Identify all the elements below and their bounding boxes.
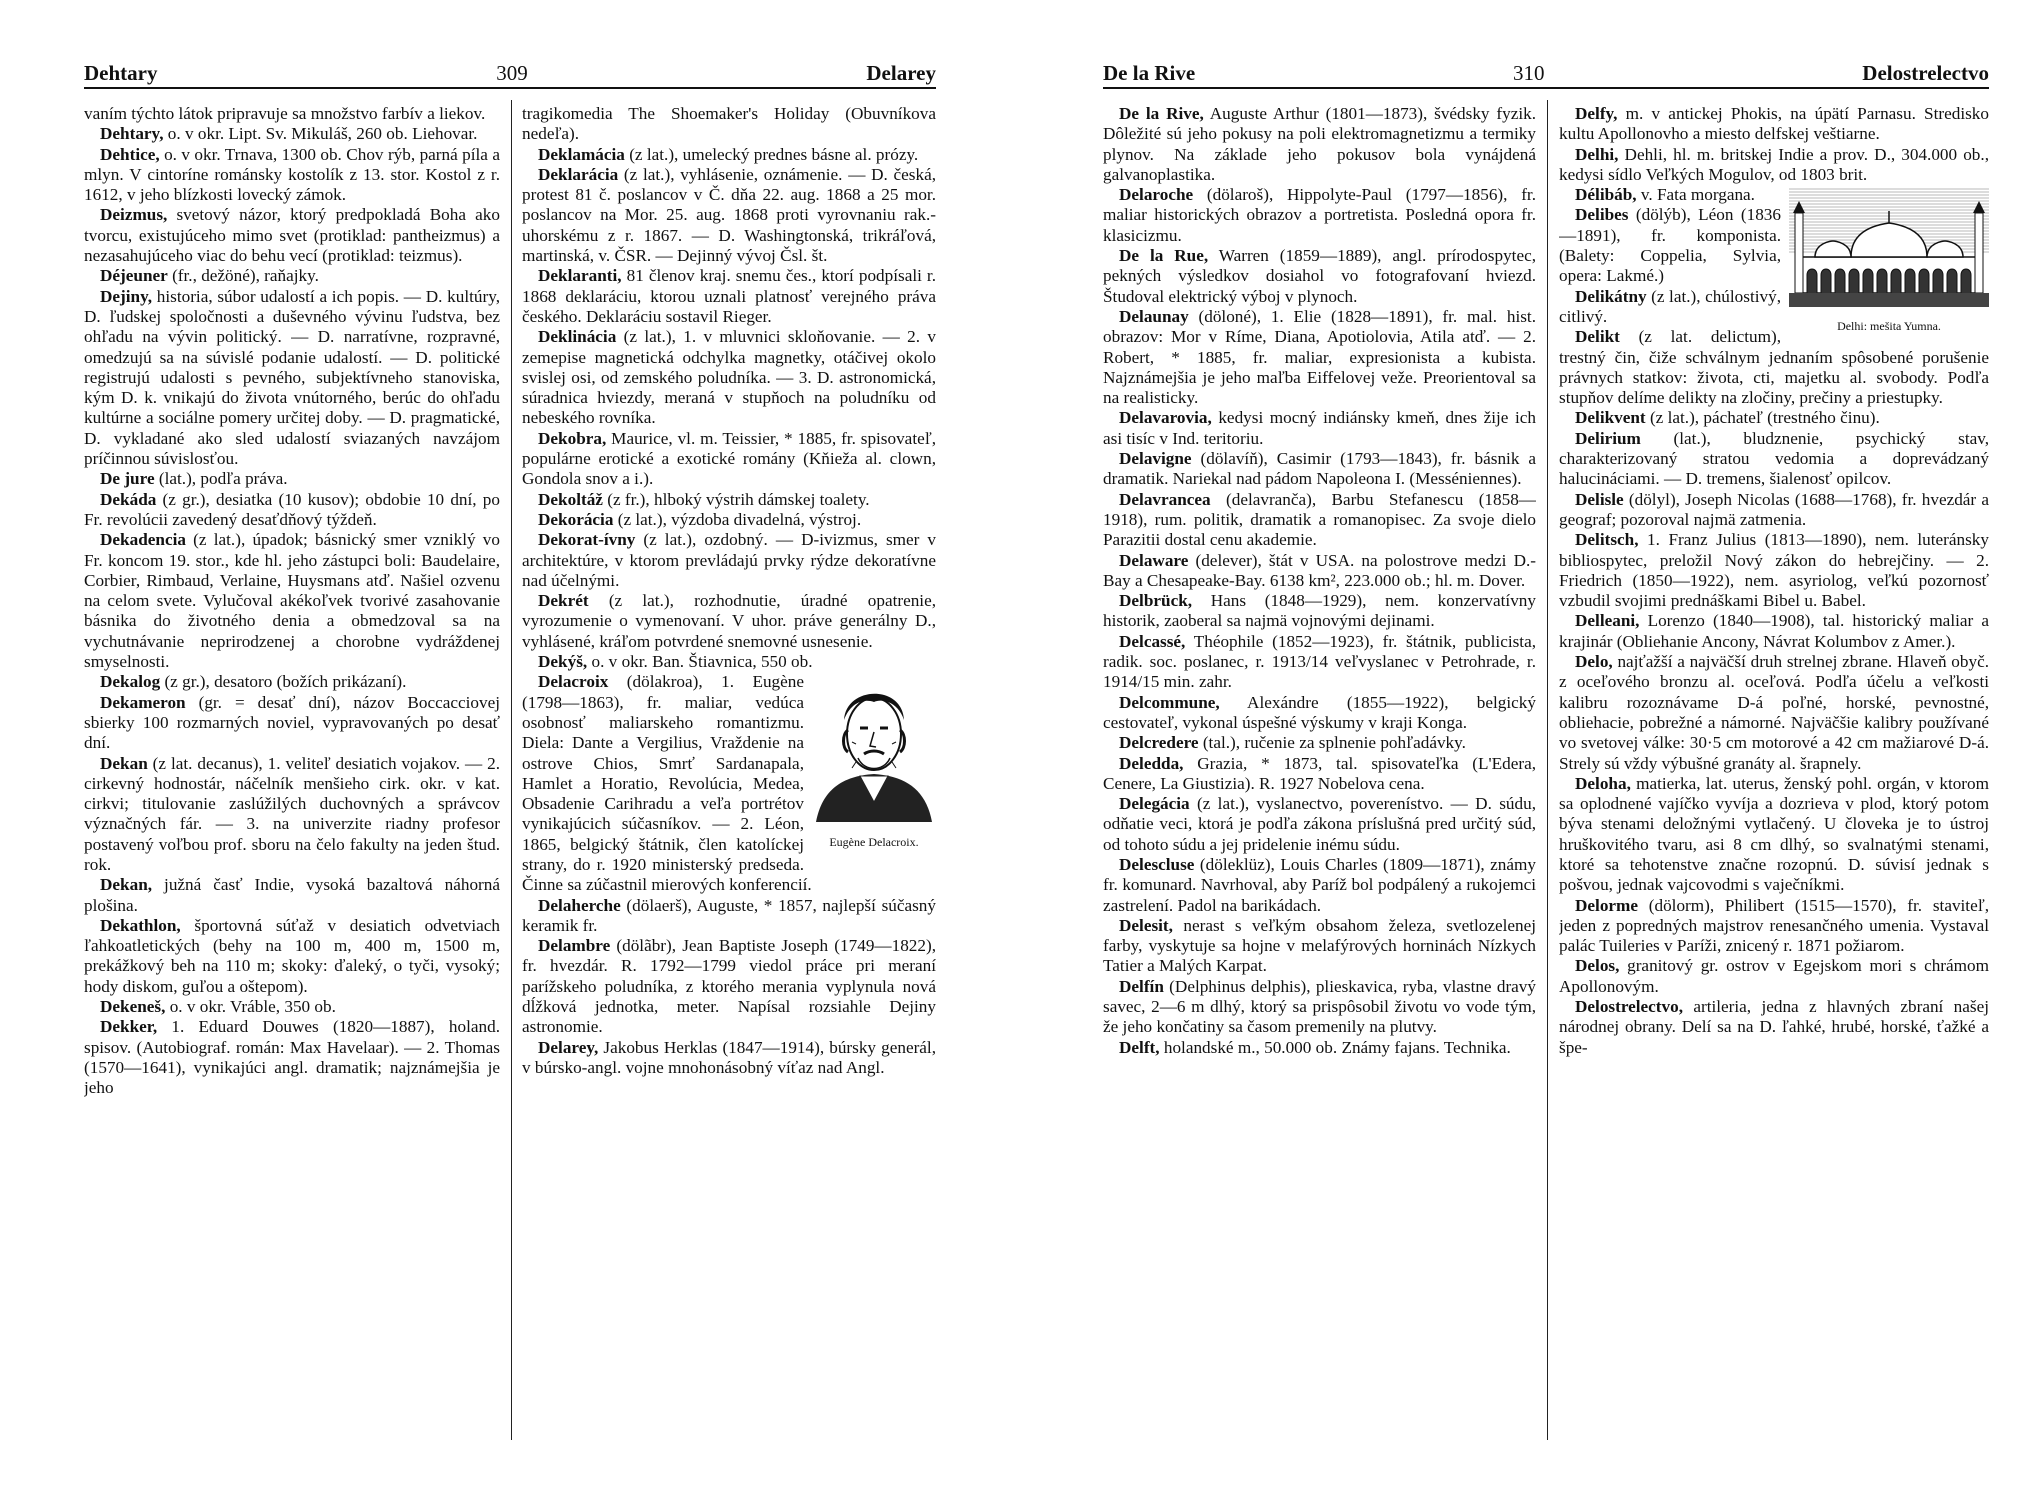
entry-headword: Dekalog <box>100 672 161 692</box>
entry-headword: Delitsch, <box>1575 530 1639 550</box>
entry-headword: Delcassé, <box>1119 631 1186 651</box>
entry <box>1559 530 1989 611</box>
entry <box>84 145 500 206</box>
entry-headword: Delarey, <box>538 1037 599 1057</box>
entry <box>84 490 500 531</box>
entry <box>1103 855 1536 916</box>
entry-text: 1. Eduard Douwes (1820—1887), holand. spisov. (Autobiograf. román: Max Havelaar). — 2. Thomas (1570—1641), vynikajúci angl. dramatik; najznámejšia je jeho <box>84 1017 500 1098</box>
entry-text: (dölaerš), Auguste, * 1857, najlepší súčasný keramik fr. <box>522 895 936 935</box>
entry-text: (döleklüz), Louis Charles (1809—1871), známy fr. komunard. Navrhoval, aby Paríž bol podpálený a rukojemci zastrelení. Padol na barikádach. <box>1103 854 1536 915</box>
entry-headword: Dehtary, <box>100 124 164 144</box>
figure-caption: Eugène Delacroix. <box>829 834 919 849</box>
entry <box>1559 956 1989 997</box>
entry-text: (tal.), ručenie za splnenie pohľadávky. <box>1198 733 1466 753</box>
entry <box>84 693 500 754</box>
entry-headword: Delisle <box>1575 489 1624 509</box>
left-page-number: 309 <box>496 61 528 85</box>
entry-text: holandské m., 50.000 ob. Známy fajans. Technika. <box>1159 1037 1511 1057</box>
entry-headword: De la Rive, <box>1119 104 1204 123</box>
entry-text: o. v okr. Vráble, 350 ob. <box>165 997 336 1017</box>
entry-text: (z fr.), hlboký výstrih dámskej toalety. <box>602 489 870 509</box>
entry-headword: Dekáda <box>100 489 157 509</box>
entry-text: Dehli, hl. m. britskej Indie a prov. D., 304.000 ob., kedysi sídlo Veľkých Mogulov, od 1803 brit. <box>1559 144 1989 184</box>
entry-headword: Delavarovia, <box>1119 408 1212 428</box>
entry <box>522 145 936 165</box>
entry <box>522 652 936 672</box>
entry-headword: Deloha, <box>1575 773 1631 793</box>
entry-headword: Dekobra, <box>538 428 607 448</box>
entry-headword: Dekker, <box>100 1017 158 1037</box>
entry-text: Maurice, vl. m. Teissier, * 1885, fr. spisovateľ, populárne erotické a exotické romány (Kňieža al. clown, Gondola snov a i.). <box>522 428 936 489</box>
left-column-divider <box>511 100 512 1440</box>
entry <box>522 896 936 937</box>
entry <box>1559 429 1989 490</box>
entry <box>1103 551 1536 592</box>
entry-text: kedysi mocný indiánsky kmeň, dnes žije ich asi tisíc v Ind. teritoriu. <box>1103 408 1536 448</box>
entry-headword: Delcredere <box>1119 733 1199 753</box>
entry <box>84 916 500 997</box>
entry-headword: Delesit, <box>1119 915 1173 935</box>
entry-headword: Delcommune, <box>1119 692 1220 712</box>
entry-text: (z lat.), 1. v mluvnici skloňovanie. — 2. v zemepise magnetická odchylka magnetky, otáčivej okolo svislej osi, od zemského poludníka. — 3. D. astronomická, súradnica hviezdy, meraná v stupňoch na poludníku od nebeského rovníka. <box>522 327 936 428</box>
entry-headword: Deledda, <box>1119 753 1184 773</box>
entry-text: (z lat.), výzdoba divadelná, výstroj. <box>613 509 862 529</box>
entry-headword: Delirium <box>1575 428 1641 448</box>
right-page-number: 310 <box>1512 61 1545 85</box>
entry-headword: Delos, <box>1575 956 1620 976</box>
entry <box>522 490 936 510</box>
entry-headword: Delbrück, <box>1119 591 1193 611</box>
entry-headword: Delavigne <box>1119 449 1192 469</box>
entry <box>84 1017 500 1098</box>
entry <box>84 875 500 916</box>
entry-headword: Delorme <box>1575 895 1638 915</box>
entry-headword: Deizmus, <box>100 205 168 225</box>
entry-text: (lat.), podľa práva. <box>154 469 288 489</box>
entry-text: v. Fata morgana. <box>1636 185 1755 205</box>
entry <box>1103 794 1536 855</box>
entry-text: (z lat.), vyslanectvo, poverenístvo. — D. súdu, odňatie veci, ktorá je podľa zákona príslušná pred určitý súd, od tohoto súdu a jej pridelenie inému súdu. <box>1103 794 1536 854</box>
entry-headword: Deklarácia <box>538 164 619 184</box>
entry <box>522 530 936 591</box>
entry-text: (lat.), bludznenie, psychický stav, charakterizovaný stratou vedomia a doprevádzaný halucináciami. — D. tremens, šialenosť opilcov. <box>1559 428 1989 489</box>
entry-text: matierka, lat. uterus, ženský pohl. orgán, v ktorom sa oplodnené vajíčko vyvíja a dozrieva v plod, ktorý potom býva stenami deložnými vytlačený. U človeka je to ústroj hruškovitého tvaru, asi 8 cm dlhý, so svalnatými stenami, ktoré sa tehotenstve značne rozopnú. D. súvisí jednak s pošvou, jednak vajcovodmi s vaječníkmi. <box>1559 773 1989 895</box>
entry-headword: Dekoltáž <box>538 489 603 509</box>
entry-text: (z lat.), vyhlásenie, oznámenie. — D. česká, protest 81 č. poslancov v Č. dňa 22. aug. 1868 a 25 mor. poslancov na Mor. 25. aug. 1868 proti vyrovnaniu rak.-uhorskému z r. 1867. — D. Washingtonská, trikráľová, martinská, v. ČSR. — Dejinný vývoj Čsl. št. <box>522 164 936 266</box>
entry-text: artileria, jedna z hlavných zbraní našej národnej obrany. Delí sa na D. ľahké, hrubé, horské, ťažké a špe- <box>1559 997 1989 1057</box>
entry <box>1103 307 1536 408</box>
entry-text: (z lat.), úpadok; básnický smer vzniklý vo Fr. koncom 19. stor., kde hl. jeho zástupci boli: Baudelaire, Corbier, Rimbaud, Verlaine, Huysmans atď. Našiel ozvenu na celom svete. Vylučoval akékoľvek tvorivé zasahovanie básnika do životného denia a obmedzoval sa na vychutnávanie neprirodzenej a chorobne vydráždenej smyselnosti. <box>84 530 500 672</box>
entry-headword: Delft, <box>1119 1037 1160 1057</box>
entry <box>522 266 936 327</box>
entry-text: 1. Franz Julius (1813—1890), nem. luteránsky bibliospytec, preložil Nový zákon do hebrejčiny. — 2. Friedrich (1850—1922), nem. asyriolog, veľkú pozornosť vzbudil svojimi prednáškami Bibel u. Babel. <box>1559 530 1989 611</box>
left-page-column-2 <box>522 104 936 1454</box>
entry-headword: Delaunay <box>1119 306 1189 326</box>
entry <box>1103 104 1536 185</box>
entry <box>522 165 936 266</box>
entry-text: (gr. = desať dní), názov Boccacciovej sbierky 100 rozmarných noviel, vypravovaných po desať dní. <box>84 692 500 753</box>
entry <box>1559 611 1989 652</box>
entry-headword: Delfín <box>1119 976 1164 996</box>
entry-text: (z lat.), ozdobný. — D-ivizmus, smer v architektúre, v ktorom prevládajú prvky rýdze dekoratívne nad účelnými. <box>522 530 936 590</box>
entry <box>84 672 500 692</box>
entry-headword: Dekrét <box>538 591 589 611</box>
right-column-divider <box>1547 100 1548 1440</box>
entry <box>84 104 500 124</box>
entry-headword: Dekýš, <box>538 652 588 672</box>
entry <box>84 287 500 470</box>
entry-text: (Delphinus delphis), plieskavica, ryba, vlastne dravý savec, 2—6 m dlhý, ktorý sa prispôsobil životu vo vode tým, že jeho končatiny sa časom premenily na plutvy. <box>1103 976 1536 1037</box>
entry-headword: Delleani, <box>1575 611 1640 631</box>
entry <box>84 205 500 266</box>
entry-headword: Delikátny <box>1575 286 1647 306</box>
entry-headword: Delacroix <box>538 672 609 692</box>
delhi-mosque-illustration <box>1789 185 1989 307</box>
entry <box>1103 408 1536 449</box>
entry-text: Hans (1848—1929), nem. konzervatívny historik, zaoberal sa najmä vojnovými dejinami. <box>1103 591 1536 631</box>
entry-text: športovná súťaž v desiatich odvetviach ľahkoatletických (behy na 100 m, 400 m, 1500 m, prekážkový beh na 110 m; skoky: ďaleký, o tyči, vysoký; hody diskom, guľou a oštepom). <box>84 915 500 996</box>
entry <box>84 469 500 489</box>
entry-text: (z lat. decanus), 1. veliteľ desiatich vojakov. — 2. cirkevný hodnostár, náčelník menšieho cirk. okr. v kat. cirkvi; titulovanie zaslúžilých duchovných a správcov význačných fár. — 3. na univerzite riadny profesor postavený voľbou prof. sboru na čelo fakulty na jeden štud. rok. <box>84 753 500 874</box>
entry <box>84 266 500 286</box>
entry-text: o. v okr. Lipt. Sv. Mikuláš, 260 ob. Liehovar. <box>163 124 478 144</box>
entry-text: tragikomedia The Shoemaker's Holiday (Obuvníkova nedeľa). <box>522 104 936 144</box>
entry <box>522 104 936 145</box>
entry-text: (z lat.), páchateľ (trestného činu). <box>1645 408 1880 428</box>
entry-headword: Dekorat-ívny <box>538 530 636 550</box>
entry-text: (z gr.), desiatka (10 kusov); obdobie 10 dní, po Fr. revolúcii zavedený desaťdňový týždeň. <box>84 489 500 529</box>
entry-text: (z lat.), umelecký prednes básne al. prózy. <box>624 144 919 164</box>
delhi-mosque-figure <box>1789 185 1989 337</box>
right-header-left: De la Rive <box>1103 61 1196 85</box>
entry <box>1103 490 1536 551</box>
entry <box>1559 104 1989 145</box>
entry-text: (dölyl), Joseph Nicolas (1688—1768), fr. hvezdár a geograf; pozoroval najmä zatmenia. <box>1559 489 1989 529</box>
entry-headword: De jure <box>100 469 155 489</box>
entry-text: (delever), štát v USA. na polostrove medzi D.-Bay a Chesapeake-Bay. 6138 km², 223.000 ob.; hl. m. Dover. <box>1103 550 1536 590</box>
entry-headword: De la Rue, <box>1119 246 1209 266</box>
entry-headword: Dehtice, <box>100 144 160 164</box>
left-page-column-1 <box>84 104 500 1454</box>
entry-headword: Dekameron <box>100 692 186 712</box>
right-header-rule <box>1103 87 1989 89</box>
entry-headword: Deklamácia <box>538 144 625 164</box>
right-page-header <box>1103 56 1989 86</box>
entry-text: m. v antickej Phokis, na úpätí Parnasu. Stredisko kultu Apollonovho a miesto delfskej veštiarne. <box>1559 104 1989 144</box>
entry <box>1103 185 1536 246</box>
entry <box>1103 754 1536 795</box>
entry-headword: Dekorácia <box>538 509 614 529</box>
entry-text: Grazia, * 1873, tal. spisovateľka (L'Edera, Cenere, La Giustizia). R. 1927 Nobelova cena. <box>1103 753 1536 793</box>
entry-headword: Dejiny, <box>100 286 153 306</box>
entry <box>1103 733 1536 753</box>
entry <box>84 997 500 1017</box>
entry-headword: Delaroche <box>1119 185 1194 205</box>
entry-headword: Delibes <box>1575 205 1629 225</box>
entry-headword: Delikvent <box>1575 408 1646 428</box>
entry-text: Lorenzo (1840—1908), tal. historický maliar a krajinár (Obliehanie Ancony, Návrat Kolumbov z Amer.). <box>1559 611 1989 651</box>
entry-text: vaním týchto látok pripravuje sa množstvo farbív a liekov. <box>84 104 486 123</box>
entry-headword: Dekadencia <box>100 530 186 550</box>
entry-headword: Delostrelectvo, <box>1575 997 1684 1017</box>
entry <box>522 327 936 428</box>
entry-text: (dölakroa), 1. Eugène (1798—1863), fr. maliar, vedúca osobnosť maliarskeho romantizmu. Diela: Dante a Vergilius, Vraždenie na ostrove Chios, Smrť Sardanapala, Hamlet a Horatio, Revolúcia, Medea, Obsadenie Carihradu a veľa portrétov vynikajúcich súčasníkov. — 2. Léon, 1865, belgický štátnik, člen katolíckej strany, do r. 1920 ministerský predseda. Činne sa zúčastnil mierových konferencií. <box>522 672 812 895</box>
entry <box>522 591 936 652</box>
delacroix-portrait-figure <box>812 672 936 852</box>
entry-headword: Delaherche <box>538 895 621 915</box>
entry-headword: Deklinácia <box>538 327 617 347</box>
entry-text: Alexándre (1855—1922), belgický cestovateľ, vykonal úspešné výskumy v kraji Konga. <box>1103 692 1536 732</box>
entry-text: Auguste Arthur (1801—1873), švédsky fyzik. Dôležité sú jeho pokusy na poli elektromagnetizmu a termiky plynov. Na základe jeho pokusov bola vynájdená galvanoplastika. <box>1103 104 1536 184</box>
entry <box>1103 449 1536 490</box>
right-page-column-2 <box>1559 104 1989 1454</box>
entry <box>1103 1038 1536 1058</box>
entry-text: (dölýb), Léon (1836—1891), fr. komponista. (Balety: Coppelia, Sylvia, opera: Lakmé.) <box>1559 205 1781 286</box>
entry-text: južná časť Indie, vysoká bazaltová náhorná plošina. <box>84 875 500 915</box>
entry-headword: Dekan <box>100 753 148 773</box>
entry <box>1103 977 1536 1038</box>
entry <box>522 1038 936 1079</box>
entry <box>1559 145 1989 186</box>
entry-headword: Delavrancea <box>1119 489 1211 509</box>
entry <box>1103 693 1536 734</box>
entry-text: (dölorm), Philibert (1515—1570), fr. staviteľ, jeden z popredných majstrov renesančného umenia. Vystaval palác Tuileries v Paríži, znicený r. 1871 požiarom. <box>1559 895 1989 956</box>
entry <box>1559 408 1989 428</box>
entry-text: (fr., dežöné), raňajky. <box>167 266 319 286</box>
entry-text: (delavranča), Barbu Stefanescu (1858—1918), rum. politik, dramatik a romanopisec. Za svoje dielo Parazitii dostal cenu akademie. <box>1103 489 1536 550</box>
entry-text: nerast s veľkým obsahom železa, svetlozelenej farby, vyskytuje sa hojne v melafýrových horninách Nízkych Tatier a Malých Karpat. <box>1103 915 1536 976</box>
entry-headword: Déjeuner <box>100 266 168 286</box>
delacroix-portrait-illustration <box>812 672 936 822</box>
entry-text: (z lat.), chúlostivý, citlivý. <box>1559 286 1781 326</box>
entry <box>522 936 936 1037</box>
entry-headword: Delfy, <box>1575 104 1618 123</box>
entry-text: (z gr.), desatoro (božích prikázaní). <box>160 672 407 692</box>
entry-text: (z lat. delictum), trestný čin, čiže schválnym jednaním spôsobené porušenie právnych statkov: života, cti, majetku al. svobody. Podľa stupňov delíme delikty na zločiny, prečiny a priestupky. <box>1559 327 1989 408</box>
entry-headword: Delambre <box>538 936 611 956</box>
entry <box>1559 327 1989 408</box>
entry-text: o. v okr. Ban. Štiavnica, 550 ob. <box>587 652 813 672</box>
entry-text: (dölavíň), Casimir (1793—1843), fr. básnik a dramatik. Nariekal nad pádom Napoleona I. (Messéniennes). <box>1103 449 1536 489</box>
right-page-column-1 <box>1103 104 1536 1454</box>
entry-headword: Delikt <box>1575 327 1620 347</box>
entry-headword: Deklaranti, <box>538 266 622 286</box>
entry <box>1559 774 1989 896</box>
entry-text: Warren (1859—1889), angl. prírodospytec, pekných výsledkov dosiahol vo fotografovaní hviezd. Študoval elektrický výboj v plynoch. <box>1103 246 1536 306</box>
entry-text: Jakobus Herklas (1847—1914), búrsky generál, v búrsko-angl. vojne mnohonásobný víťaz nad Angl. <box>522 1037 936 1077</box>
entry-headword: Dekan, <box>100 875 153 895</box>
entry-headword: Delo, <box>1575 652 1613 672</box>
entry-headword: Delaware <box>1119 550 1189 570</box>
entry-text: (döloné), 1. Elie (1828—1891), fr. mal. hist. obrazov: Mor v Ríme, Diana, Apotiolovia, Atila atď. — 2. Robert, * 1885, fr. maliar, expresionista a kubista. Najznámejšia je jeho maľba Eiffelovej veže. Preorientoval sa na realisticky. <box>1103 306 1536 408</box>
entry <box>1103 591 1536 632</box>
entry <box>84 754 500 876</box>
entry <box>1559 652 1989 774</box>
entry <box>522 429 936 490</box>
entry-headword: Dekathlon, <box>100 915 181 935</box>
entry-text: (z lat.), rozhodnutie, úradné opatrenie, vyrozumenie o vymenovaní. V uhor. práve generálny D., vyhlásené, kráľom potvrdené snemovné usnesenie. <box>522 591 936 651</box>
entry-text: (dölaroš), Hippolyte-Paul (1797—1856), fr. maliar historických obrazov a portretista. Posledná opora fr. klasicizmu. <box>1103 185 1536 245</box>
entry <box>1559 997 1989 1058</box>
entry-headword: Delescluse <box>1119 854 1195 874</box>
entry <box>1559 490 1989 531</box>
entry <box>1103 632 1536 693</box>
entry <box>1103 246 1536 307</box>
entry <box>84 124 500 144</box>
right-header-right: Delostrelectvo <box>1862 61 1989 85</box>
entry <box>1559 896 1989 957</box>
left-header-right: Delarey <box>866 61 936 85</box>
entry-headword: Délibáb, <box>1575 185 1637 205</box>
figure-caption: Delhi: mešita Yumna. <box>1837 319 1941 334</box>
entry-text: (dölãbr), Jean Baptiste Joseph (1749—1822), fr. hvezdár. R. 1792—1799 viedol práce pri meraní parížskeho poludníka, z ktorého merania vyplynula nová dĺžková jednotka, meter. Napísal rozsiahle Dejiny astronomie. <box>522 936 936 1037</box>
entry-text: najťažší a najväčší druh strelnej zbrane. Hlaveň obyč. z oceľového bronzu al. oceľová. Podľa účelu a veľkosti kalibru rozoznávame D-á poľné, horské, pevnostné, obliehacie, pobrežné a námorné. Najväčšie kalibry používané vo svetovej válke: 30·5 cm motorové a 42 cm mažiarové D-á. Strely sú vždy výbušné granáty al. šrapnely. <box>1559 652 1989 773</box>
entry-headword: Delegácia <box>1119 794 1190 814</box>
entry-headword: Delhi, <box>1575 144 1619 164</box>
entry <box>522 510 936 530</box>
entry-text: Théophile (1852—1923), fr. štátnik, publicista, radik. soc. poslanec, r. 1913/14 veľvyslanec v Petrohrade, r. 1914/15 min. zahr. <box>1103 631 1536 692</box>
left-header-left: Dehtary <box>84 61 158 85</box>
entry <box>84 530 500 672</box>
entry-headword: Dekeneš, <box>100 997 166 1017</box>
entry <box>1103 916 1536 977</box>
entry-text: svetový názor, ktorý predpokladá Boha ako tvorcu, existujúceho mimo svet (protiklad: pantheizmus) a nezasahujúceho viac do behu vecí (protiklad: teizmus). <box>84 205 500 266</box>
entry-text: granitový gr. ostrov v Egejskom mori s chrámom Apollonovým. <box>1559 956 1989 996</box>
entry-text: o. v okr. Trnava, 1300 ob. Chov rýb, parná píla a mlyn. V cintoríne románsky kostolík z 13. stor. Kostol z r. 1612, v jeho blízkosti lovecký zámok. <box>84 144 500 205</box>
left-header-rule <box>84 87 936 89</box>
right-page <box>1019 0 2038 1500</box>
left-page-header <box>84 56 936 86</box>
entry-text: 81 členov kraj. snemu čes., ktorí podpísali r. 1868 deklaráciu, ktorou uznali platnosť verejného práva českého. Deklaráciu sostavil Rieger. <box>522 266 936 326</box>
entry-text: historia, súbor udalostí a ich popis. — D. kultúry, D. ľudskej spoločnosti a duševného vývinu ľudstva, bez ohľadu na vývin politický. — D. narratívne, rozpravné, omedzujú sa na súvislé podanie udalostí. — D. politické registrujú udalosti s pevného, subjektívneho stanoviska, kým D. k. vnikajú do života vnútorného, berúc do ohľadu kultúrne a sociálne pomery určitej doby. — D. pragmatické, D. vykladané ako sled udalostí sviazaných navzájom príčinnou súvislosťou. <box>84 286 500 469</box>
